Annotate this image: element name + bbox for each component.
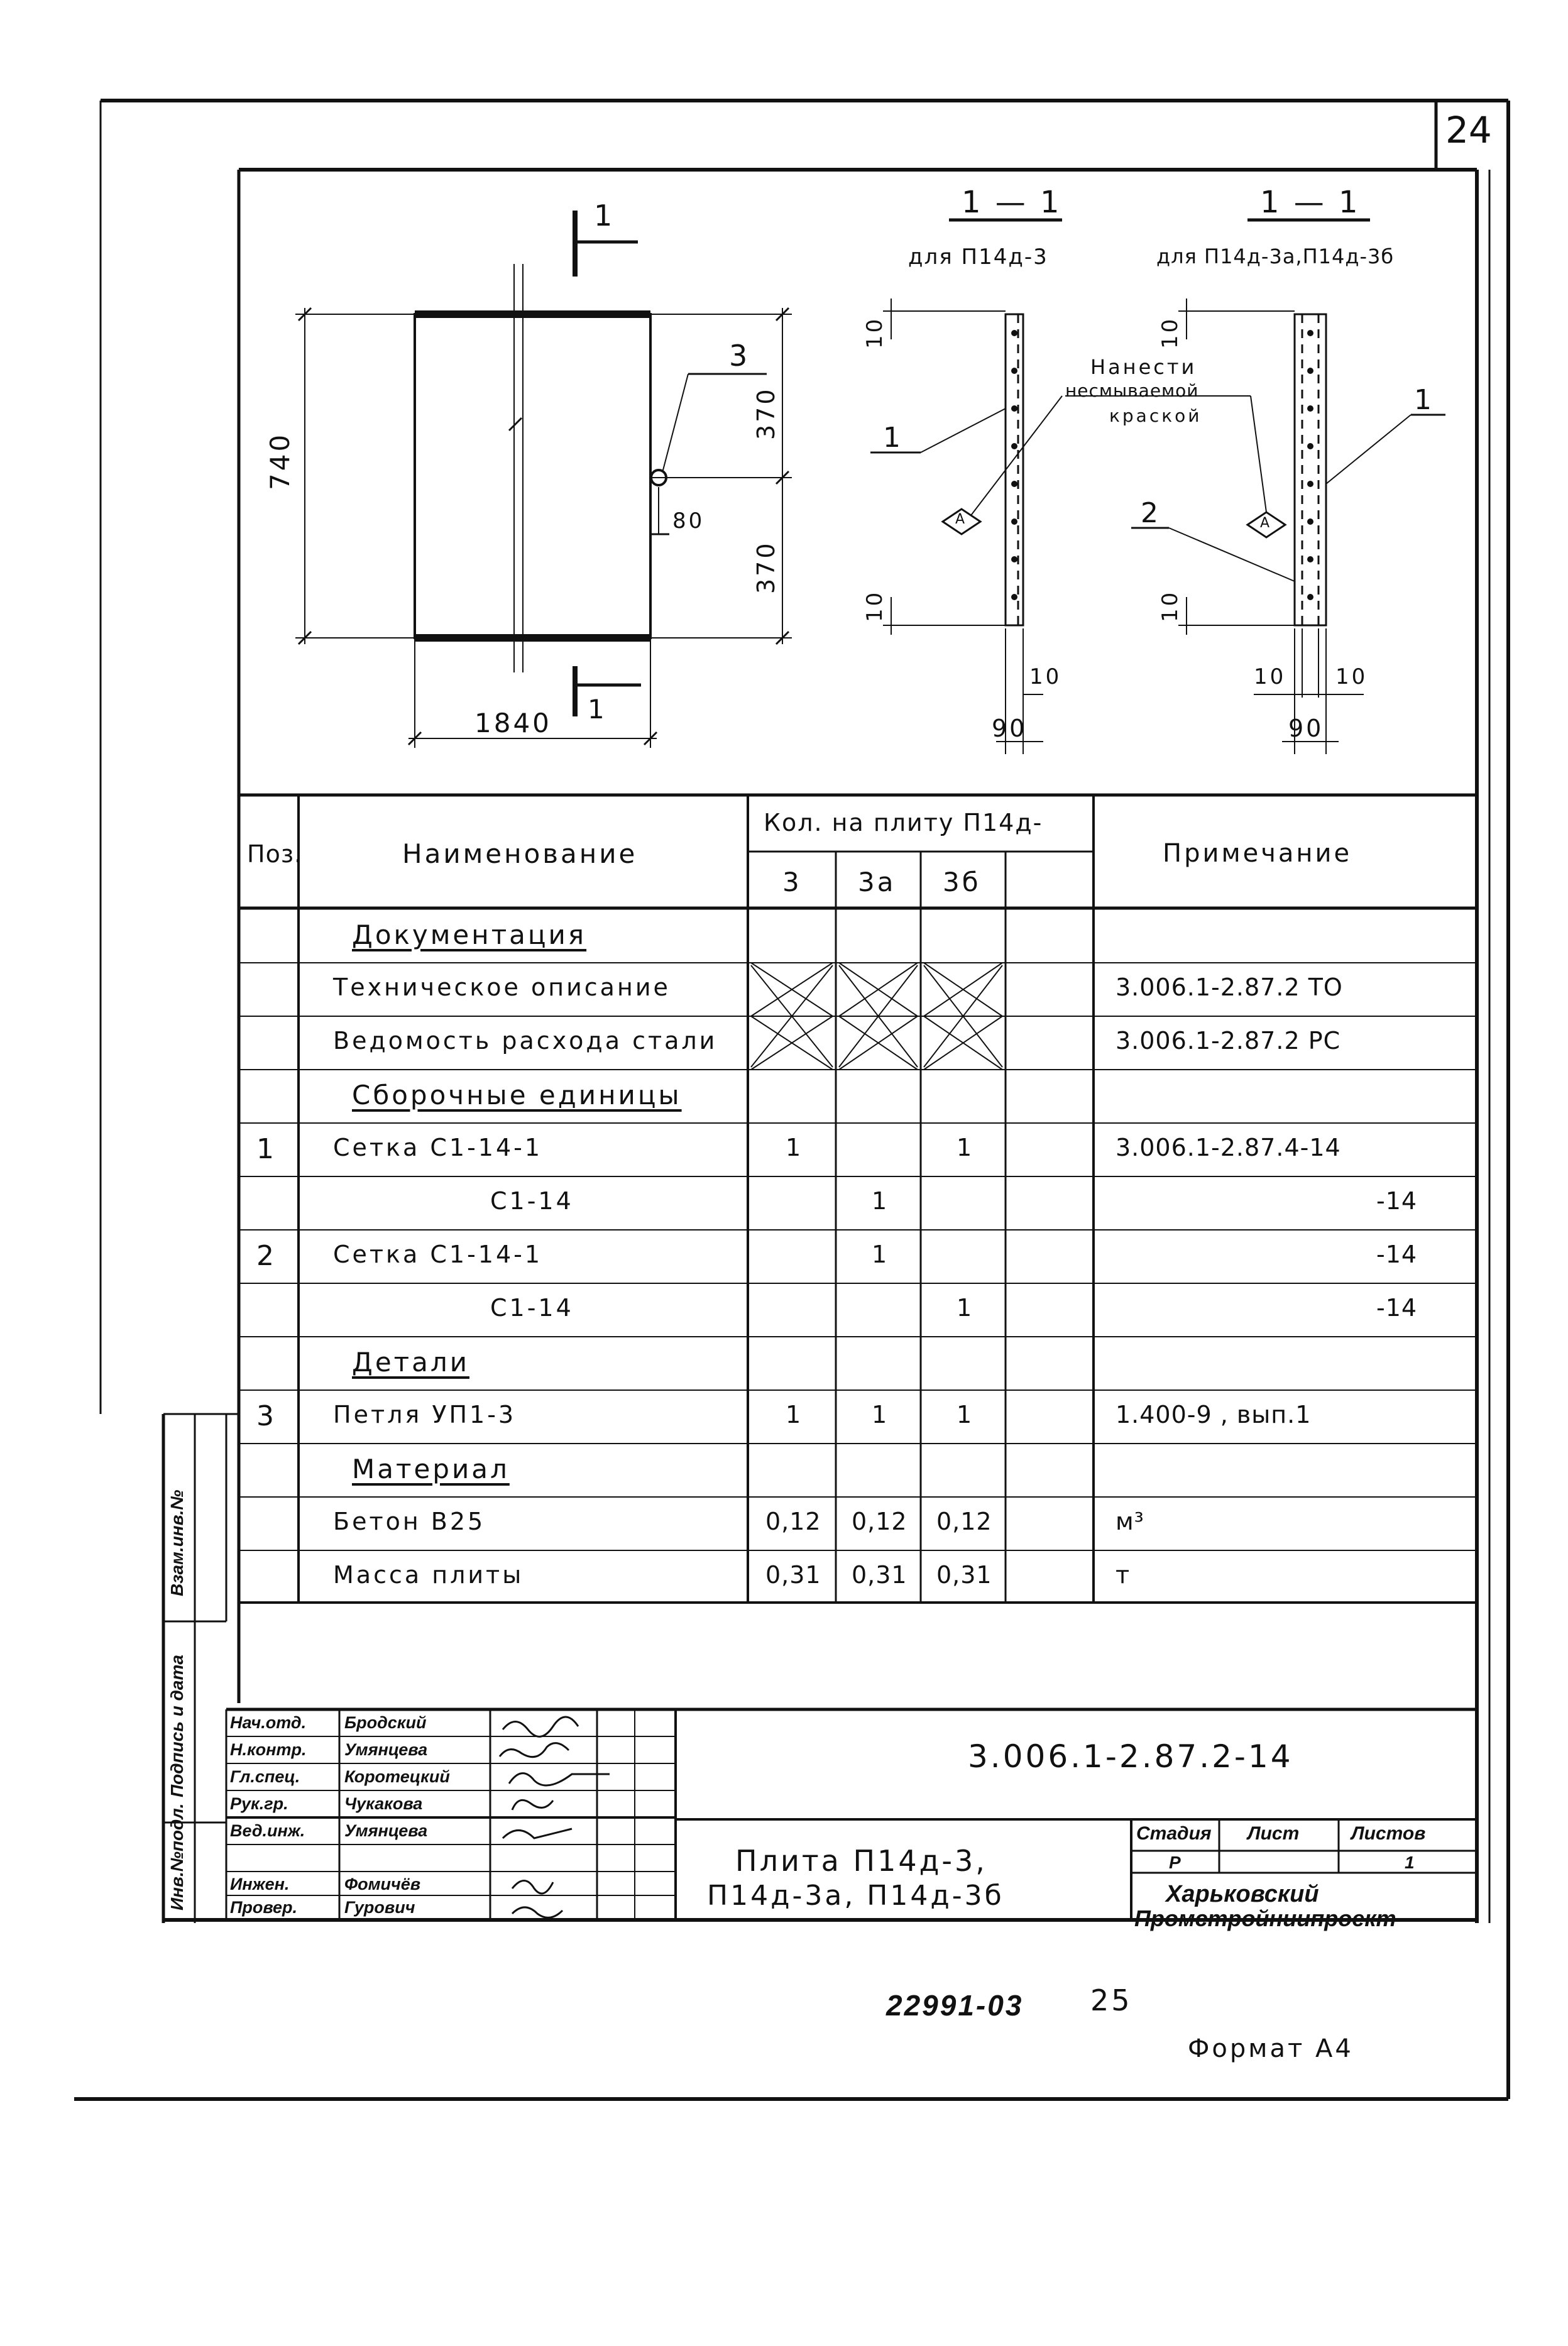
section-a-dim10-bottom: 10 xyxy=(862,589,887,622)
role-person: Бродский xyxy=(344,1713,427,1732)
row-qty: 0,12 xyxy=(936,1508,992,1535)
row-qty: 1 xyxy=(872,1187,888,1215)
note-line-1: Нанести xyxy=(1090,355,1197,379)
section-b-title: 1 — 1 xyxy=(1260,185,1361,220)
marker-b-label: А xyxy=(1260,515,1273,531)
section-b-dim10-bottom: 10 xyxy=(1158,589,1183,622)
dim-370-top: 370 xyxy=(752,386,780,440)
spec-header-name: Наименование xyxy=(402,838,638,869)
title-line-1: Плита П14д-3, xyxy=(735,1844,987,1878)
row-qty: 0,31 xyxy=(852,1561,907,1589)
spec-header-pos: Поз. xyxy=(247,840,303,868)
row-note: -14 xyxy=(1376,1294,1418,1322)
spec-header-qty-3b: 3б xyxy=(943,867,981,897)
dim-1840: 1840 xyxy=(474,708,552,738)
row-name: Петля УП1-3 xyxy=(333,1401,517,1428)
dim-370-bottom: 370 xyxy=(752,540,780,594)
row-note: 3.006.1-2.87.2 ТО xyxy=(1116,973,1343,1001)
row-qty: 1 xyxy=(957,1294,973,1322)
designation: 3.006.1-2.87.2-14 xyxy=(968,1738,1293,1775)
stage-value: Р xyxy=(1169,1853,1181,1872)
row-name: Ведомость расхода стали xyxy=(333,1027,718,1055)
row-note: 1.400-9 , вып.1 xyxy=(1116,1401,1312,1428)
row-note: 3.006.1-2.87.4-14 xyxy=(1116,1134,1341,1161)
role-person: Гурович xyxy=(344,1898,415,1917)
section-b-dim90: 90 xyxy=(1288,715,1324,742)
row-qty: 1 xyxy=(786,1134,802,1161)
section-b-dim10-left: 10 xyxy=(1254,664,1286,689)
row-name: Техническое описание xyxy=(333,973,671,1001)
section-b-subtitle: для П14д-3а,П14д-3б xyxy=(1156,244,1395,268)
dim-740: 740 xyxy=(265,432,295,490)
role-title: Инжен. xyxy=(230,1875,290,1894)
role-person: Умянцева xyxy=(344,1821,428,1840)
pos-loop-label: 3 xyxy=(729,339,750,373)
spec-header-qty-group: Кол. на плиту П14д- xyxy=(764,809,1043,836)
row-pos: 1 xyxy=(256,1133,277,1165)
note-line-2: несмываемой xyxy=(1065,380,1199,401)
row-name: Масса плиты xyxy=(333,1561,524,1589)
strip-label-signature: Подпись и дата xyxy=(167,1655,187,1797)
row-qty: 0,12 xyxy=(765,1508,821,1535)
row-qty: 1 xyxy=(872,1401,888,1428)
row-name: Бетон В25 xyxy=(333,1508,486,1535)
row-note: м³ xyxy=(1116,1508,1144,1535)
row-section-title: Детали xyxy=(352,1347,469,1378)
row-name: С1-14 xyxy=(490,1294,574,1322)
page-number: 24 xyxy=(1445,109,1492,151)
role-title: Вед.инж. xyxy=(230,1821,305,1840)
section-a-pos1: 1 xyxy=(883,422,903,454)
section-b-dim10-top: 10 xyxy=(1158,316,1183,349)
section-b-pos2: 2 xyxy=(1141,497,1161,529)
sheet-label: Лист xyxy=(1247,1823,1300,1844)
role-person: Умянцева xyxy=(344,1740,428,1759)
role-title: Провер. xyxy=(230,1898,298,1917)
section-a-title: 1 — 1 xyxy=(962,185,1062,220)
strip-label-inv: Инв.№подл. xyxy=(167,1803,187,1910)
note-line-3: краской xyxy=(1109,405,1202,426)
spec-header-note: Примечание xyxy=(1163,839,1352,868)
row-qty: 0,31 xyxy=(936,1561,992,1589)
spec-header-qty-3: 3 xyxy=(782,867,802,897)
row-qty: 1 xyxy=(872,1241,888,1268)
section-a-dim10-right: 10 xyxy=(1029,664,1062,689)
spec-header-qty-3a: 3а xyxy=(858,867,896,897)
format-label: Формат А4 xyxy=(1188,2034,1354,2063)
row-qty: 1 xyxy=(957,1401,973,1428)
role-person: Чукакова xyxy=(344,1794,423,1813)
sheets-value: 1 xyxy=(1405,1853,1415,1872)
section-a-dim10-top: 10 xyxy=(862,316,887,349)
row-section-title: Сборочные единицы xyxy=(352,1080,682,1110)
role-title: Рук.гр. xyxy=(230,1794,288,1813)
role-title: Гл.спец. xyxy=(230,1767,300,1786)
row-section-title: Материал xyxy=(352,1454,510,1484)
marker-a-label: А xyxy=(955,512,968,527)
row-qty: 1 xyxy=(957,1134,973,1161)
row-pos: 2 xyxy=(256,1240,277,1272)
row-name: Сетка С1-14-1 xyxy=(333,1134,543,1161)
section-b-pos1: 1 xyxy=(1414,384,1434,416)
row-name: С1-14 xyxy=(490,1187,574,1215)
role-title: Нач.отд. xyxy=(230,1713,307,1732)
row-note: т xyxy=(1116,1561,1131,1589)
org-line-2: Промстройниипроект xyxy=(1134,1905,1396,1931)
strip-label-replaced: Взам.инв.№ xyxy=(167,1489,187,1596)
row-note: 3.006.1-2.87.2 РС xyxy=(1116,1027,1341,1055)
org-line-1: Харьковский xyxy=(1166,1881,1319,1907)
stage-label: Стадия xyxy=(1136,1823,1212,1844)
sheets-label: Листов xyxy=(1351,1823,1426,1844)
role-title: Н.контр. xyxy=(230,1740,307,1759)
section-mark-bottom: 1 xyxy=(588,694,607,725)
section-a-subtitle: для П14д-3 xyxy=(908,244,1048,270)
row-name: Сетка С1-14-1 xyxy=(333,1241,543,1268)
row-qty: 0,12 xyxy=(852,1508,907,1535)
row-note: -14 xyxy=(1376,1187,1418,1215)
title-line-2: П14д-3а, П14д-3б xyxy=(707,1880,1004,1912)
role-person: Коротецкий xyxy=(344,1767,450,1786)
section-mark-top: 1 xyxy=(594,199,615,233)
section-a-dim90: 90 xyxy=(992,715,1028,742)
archive-number: 22991-03 xyxy=(886,1989,1024,2022)
dim-80: 80 xyxy=(672,508,705,534)
archive-page: 25 xyxy=(1090,1983,1132,2017)
row-pos: 3 xyxy=(256,1400,277,1432)
row-qty: 0,31 xyxy=(765,1561,821,1589)
row-qty: 1 xyxy=(786,1401,802,1428)
role-person: Фомичёв xyxy=(344,1875,421,1894)
row-note: -14 xyxy=(1376,1241,1418,1268)
section-b-dim10-right: 10 xyxy=(1335,664,1368,689)
row-section-title: Документация xyxy=(352,919,587,950)
